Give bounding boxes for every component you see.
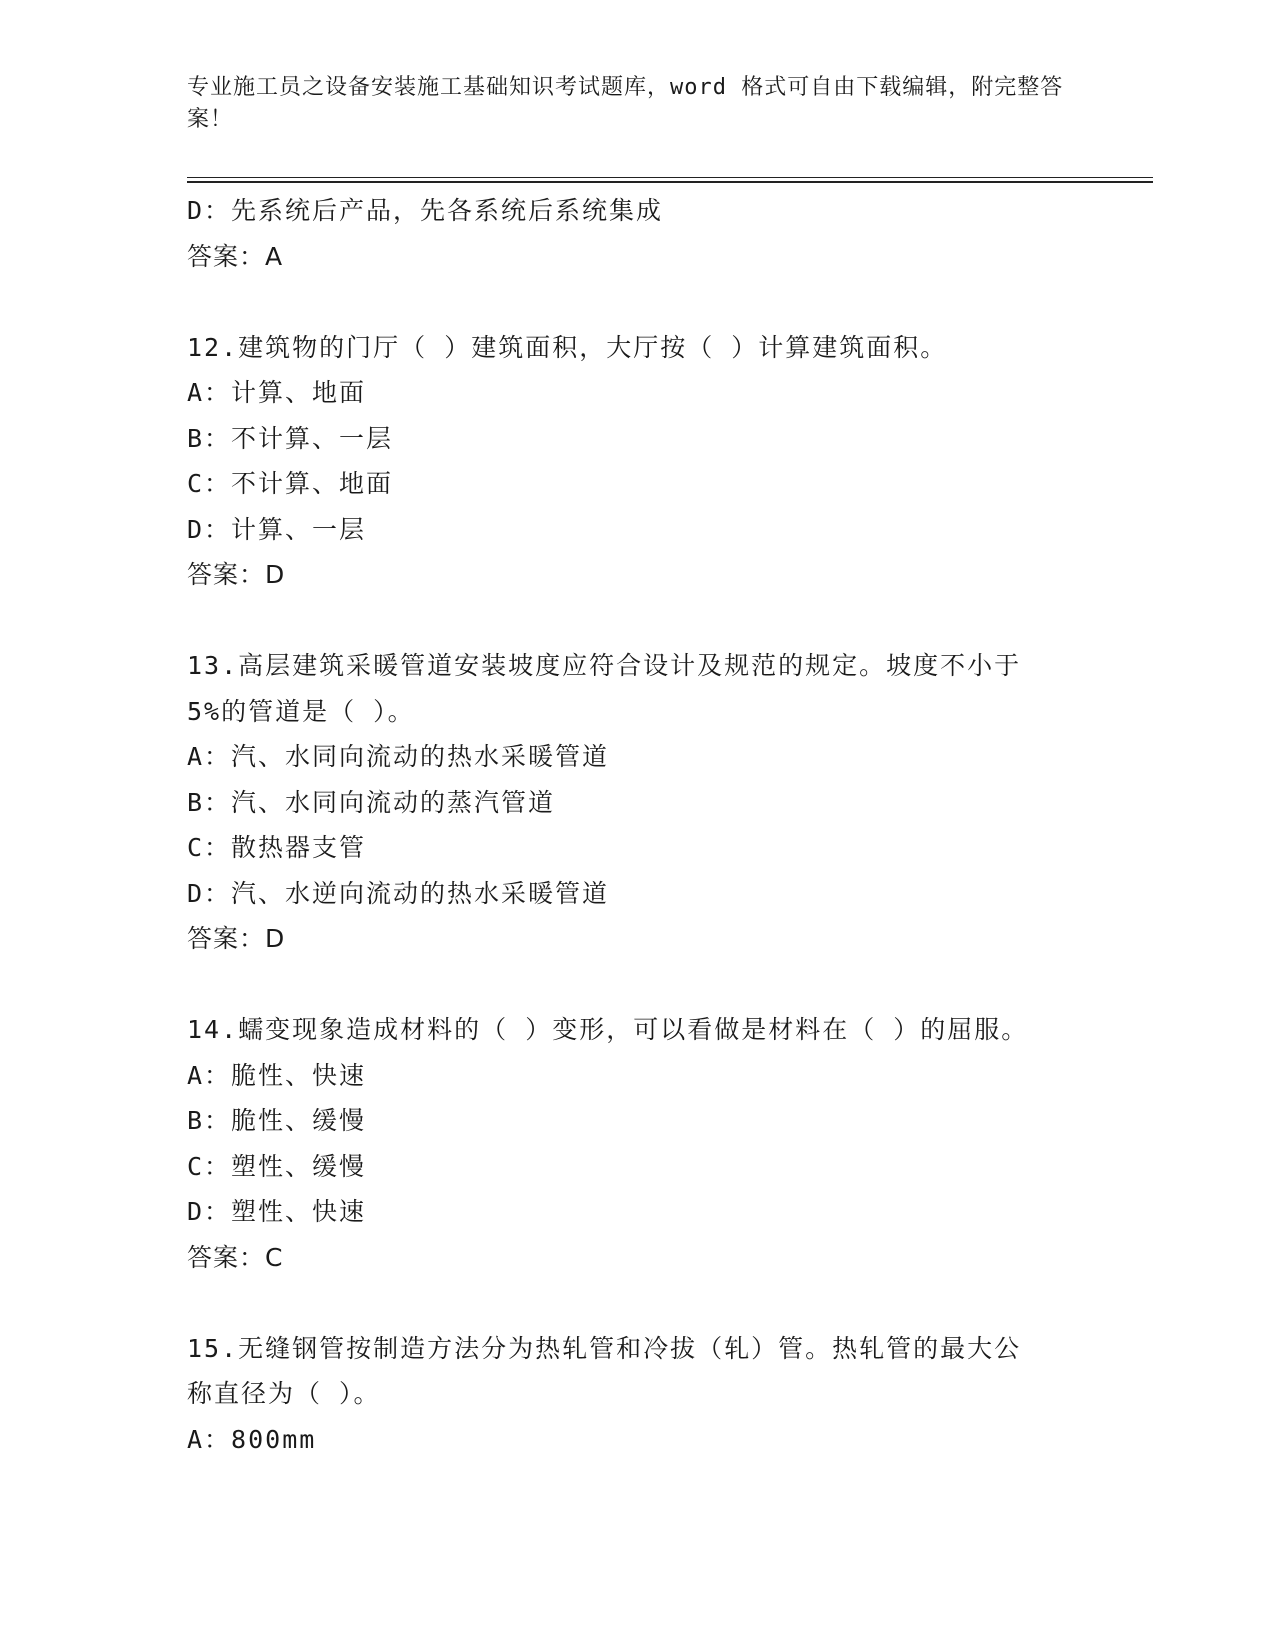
question-15 xyxy=(187,1326,1087,1463)
answer: 答案：C xyxy=(187,1242,284,1272)
question-14 xyxy=(187,1007,1087,1280)
question-13 xyxy=(187,643,1087,962)
option-b: B：汽、水同向流动的蒸汽管道 xyxy=(187,787,556,817)
spacer xyxy=(187,279,1087,325)
option-c: C：散热器支管 xyxy=(187,833,367,862)
question-text-line-2: 5%的管道是（ ）。 xyxy=(187,696,415,726)
question-text: 14.蠕变现象造成材料的（ ）变形，可以看做是材料在（ ）的屈服。 xyxy=(187,1015,1029,1044)
answer: 答案：D xyxy=(187,924,286,953)
option-a: A：汽、水同向流动的热水采暖管道 xyxy=(187,742,610,771)
option-c: C：塑性、缓慢 xyxy=(187,1151,367,1181)
option-b: B：不计算、一层 xyxy=(187,423,394,453)
question-text: 12.建筑物的门厅（ ）建筑面积，大厅按（ ）计算建筑面积。 xyxy=(187,332,948,362)
option-b: B：脆性、缓慢 xyxy=(187,1106,367,1135)
prev-answer: 答案：A xyxy=(187,241,284,271)
option-d: D：塑性、快速 xyxy=(187,1197,367,1226)
option-a: A：脆性、快速 xyxy=(187,1060,367,1090)
question-text-line-1: 13.高层建筑采暖管道安装坡度应符合设计及规范的规定。坡度不小于 xyxy=(187,651,1022,680)
option-c: C：不计算、地面 xyxy=(187,469,394,498)
option-d: D：计算、一层 xyxy=(187,514,367,544)
question-text-line-1: 15.无缝钢管按制造方法分为热轧管和冷拔（轧）管。热轧管的最大公 xyxy=(187,1333,1022,1363)
question-12 xyxy=(187,325,1087,598)
spacer xyxy=(187,598,1087,644)
question-text-line-2: 称直径为（ ）。 xyxy=(187,1379,381,1408)
spacer xyxy=(187,962,1087,1008)
spacer xyxy=(187,1280,1087,1326)
header-divider xyxy=(187,177,1153,183)
option-a: A：800mm xyxy=(187,1424,317,1454)
answer: 答案：D xyxy=(187,560,286,589)
option-a: A：计算、地面 xyxy=(187,378,367,407)
page-header: 专业施工员之设备安装施工基础知识考试题库，word 格式可自由下载编辑，附完整答案！ xyxy=(187,75,1064,132)
question-content xyxy=(187,188,1087,1462)
option-d: D：汽、水逆向流动的热水采暖管道 xyxy=(187,878,610,908)
prev-option-d: D：先系统后产品，先各系统后系统集成 xyxy=(187,196,664,225)
